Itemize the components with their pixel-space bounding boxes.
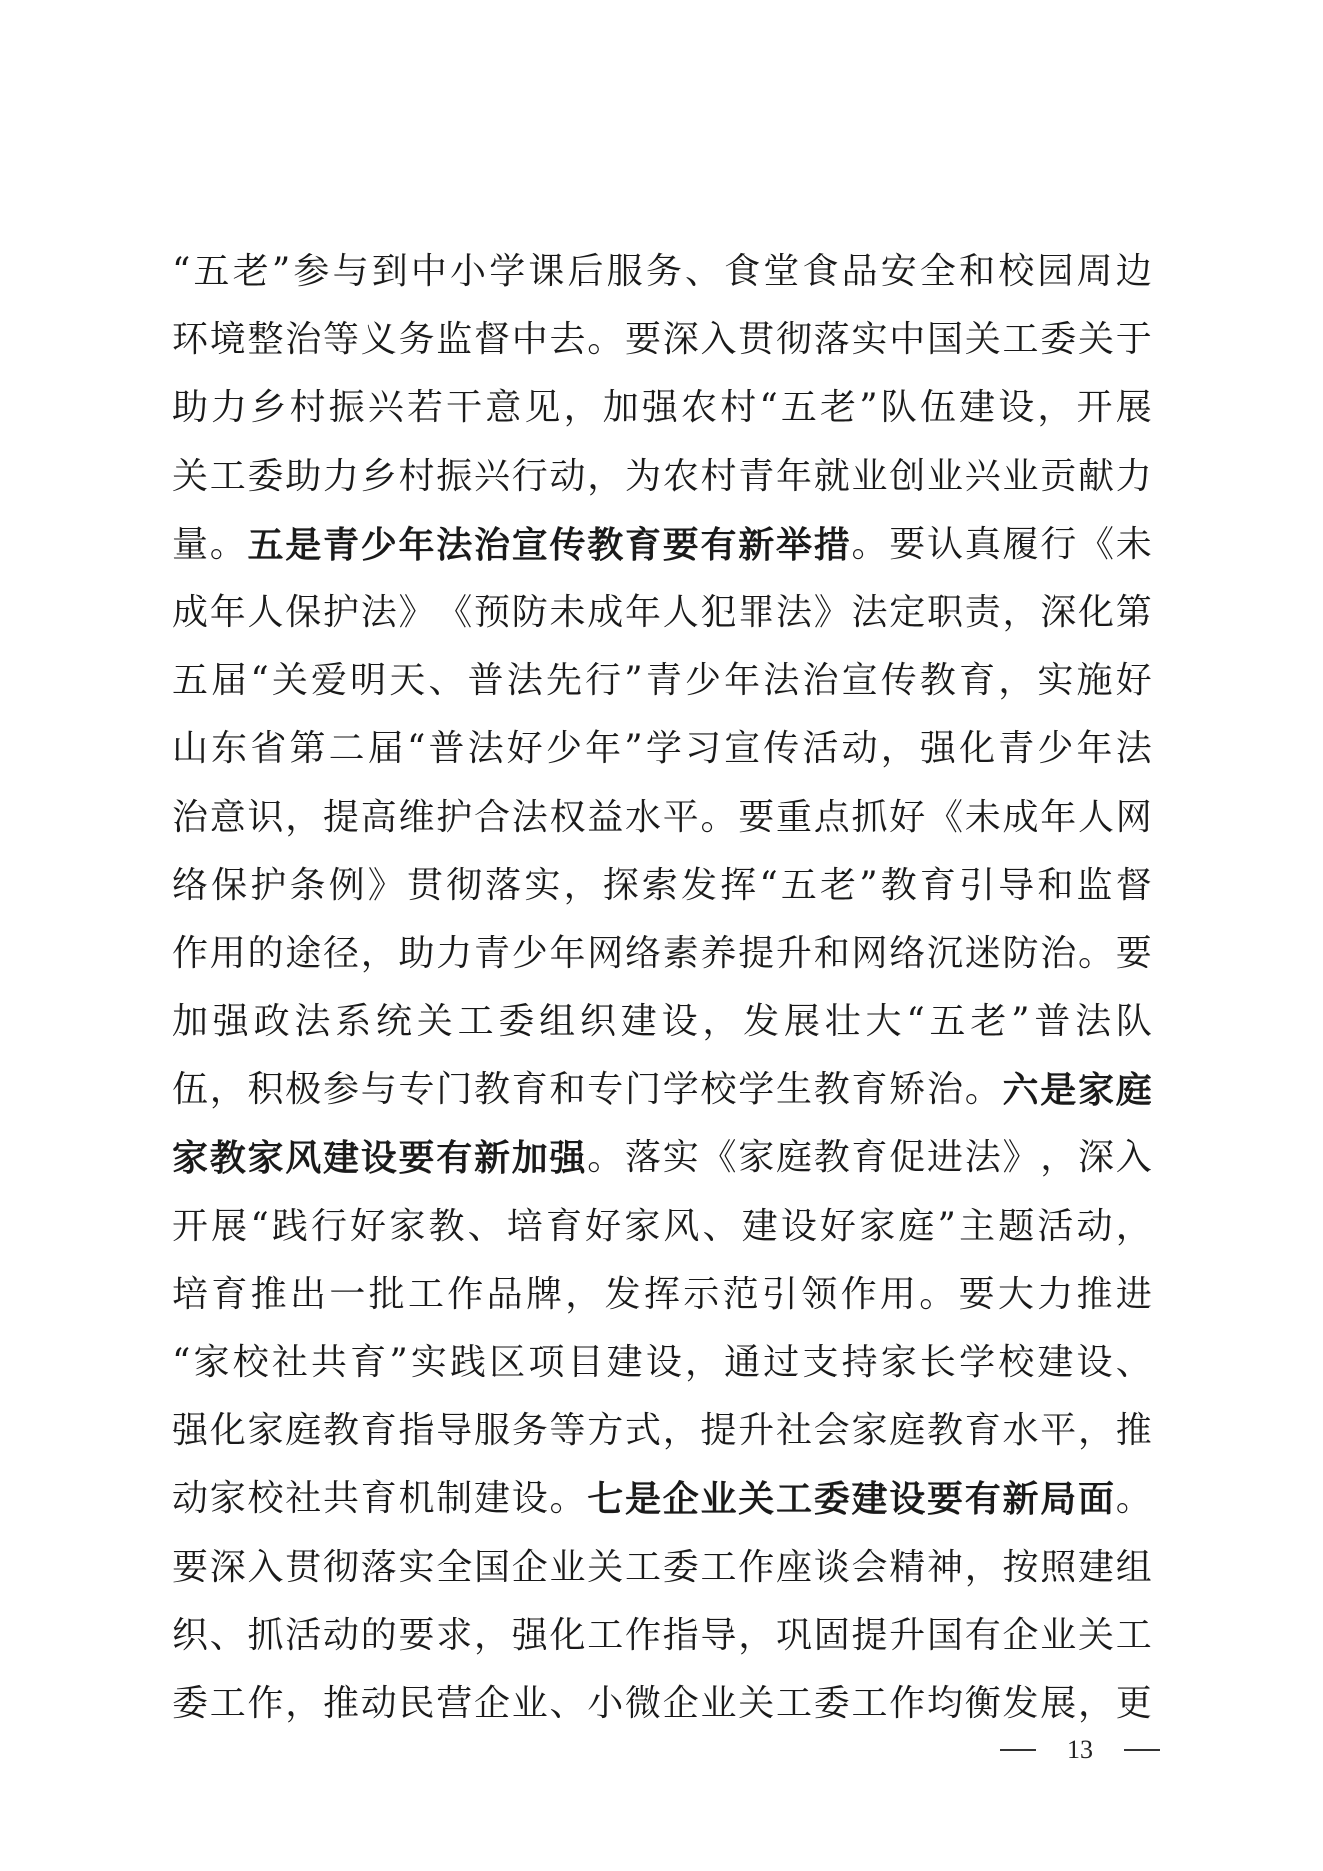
page-number: 13 [1067,1735,1093,1764]
text-line: 要 深 入 贯 彻 落 实 全 国 企 业 关 工 委 工 作 座 谈 会 精 神 ， 按 照 建 组 [172,1546,1152,1588]
footer-dash-left [1000,1749,1036,1751]
text-line: 成 年 人 保 护 法 》 《 预 防 未 成 年 人 犯 罪 法 》 法 定 职 责 ， 深 化 第 [172,591,1152,633]
text-line: 委 工 作 ， 推 动 民 营 企 业 、 小 微 企 业 关 工 委 工 作 均 衡 发 展 ， 更 [172,1682,1152,1724]
text-line: “ 五 老 ” 参 与 到 中 小 学 课 后 服 务 、 食 堂 食 品 安 全 和 校 园 周 边 [172,251,1152,292]
text-line: 强 化 家 庭 教 育 指 导 服 务 等 方 式 ， 提 升 社 会 家 庭 教 育 水 平 ， 推 [172,1410,1152,1452]
text-line: 家 教 家 风 建 设 要 有 新 加 强 。 落 实 《 家 庭 教 育 促 进 法 》 ， 深 入 [172,1137,1152,1180]
body-text [172,238,1152,1738]
footer-dash-right [1124,1749,1160,1751]
page-footer [1000,1730,1160,1770]
text-line: 培 育 推 出 一 批 工 作 品 牌 ， 发 挥 示 范 引 领 作 用 。 要 大 力 推 进 [172,1273,1152,1315]
text-line: 山 东 省 第 二 届 “ 普 法 好 少 年 ” 学 习 宣 传 活 动 ， 强 化 青 少 年 法 [172,728,1152,770]
text-line: “ 家 校 社 共 育 ” 实 践 区 项 目 建 设 ， 通 过 支 持 家 长 学 校 建 设 、 [172,1342,1152,1383]
text-line: 作 用 的 途 径 ， 助 力 青 少 年 网 络 素 养 提 升 和 网 络 沉 迷 防 治 。 要 [172,932,1152,974]
text-line: 织 、 抓 活 动 的 要 求 ， 强 化 工 作 指 导 ， 巩 固 提 升 国 有 企 业 关 工 [172,1614,1152,1656]
text-line: 动 家 校 社 共 育 机 制 建 设 。 七 是 企 业 关 工 委 建 设 要 有 新 局 面 。 [172,1478,1152,1521]
text-line: 助 力 乡 村 振 兴 若 干 意 见 ， 加 强 农 村 “ 五 老 ” 队 伍 建 设 ， 开 展 [172,387,1152,429]
text-line: 加 强 政 法 系 统 关 工 委 组 织 建 设 ， 发 展 壮 大 “ 五 老 ” 普 法 队 [172,1001,1152,1043]
text-line: 关 工 委 助 力 乡 村 振 兴 行 动 ， 为 农 村 青 年 就 业 创 业 兴 业 贡 献 力 [172,455,1152,497]
text-line: 五 届 “ 关 爱 明 天 、 普 法 先 行 ” 青 少 年 法 治 宣 传 教 育 ， 实 施 好 [172,660,1152,702]
text-line: 伍 ， 积 极 参 与 专 门 教 育 和 专 门 学 校 学 生 教 育 矫 治 。 六 是 家 庭 [172,1069,1152,1112]
text-line: 治 意 识 ， 提 高 维 护 合 法 权 益 水 平 。 要 重 点 抓 好 《 未 成 年 人 网 [172,796,1152,838]
text-line: 环 境 整 治 等 义 务 监 督 中 去 。 要 深 入 贯 彻 落 实 中 国 关 工 委 关 于 [172,319,1152,361]
text-line: 量 。 五 是 青 少 年 法 治 宣 传 教 育 要 有 新 举 措 。 要 认 真 履 行 《 未 [172,523,1152,566]
text-line: 开 展 “ 践 行 好 家 教 、 培 育 好 家 风 、 建 设 好 家 庭 ” 主 题 活 动 ， [172,1205,1152,1247]
text-line: 络 保 护 条 例 》 贯 彻 落 实 ， 探 索 发 挥 “ 五 老 ” 教 育 引 导 和 监 督 [172,864,1152,906]
